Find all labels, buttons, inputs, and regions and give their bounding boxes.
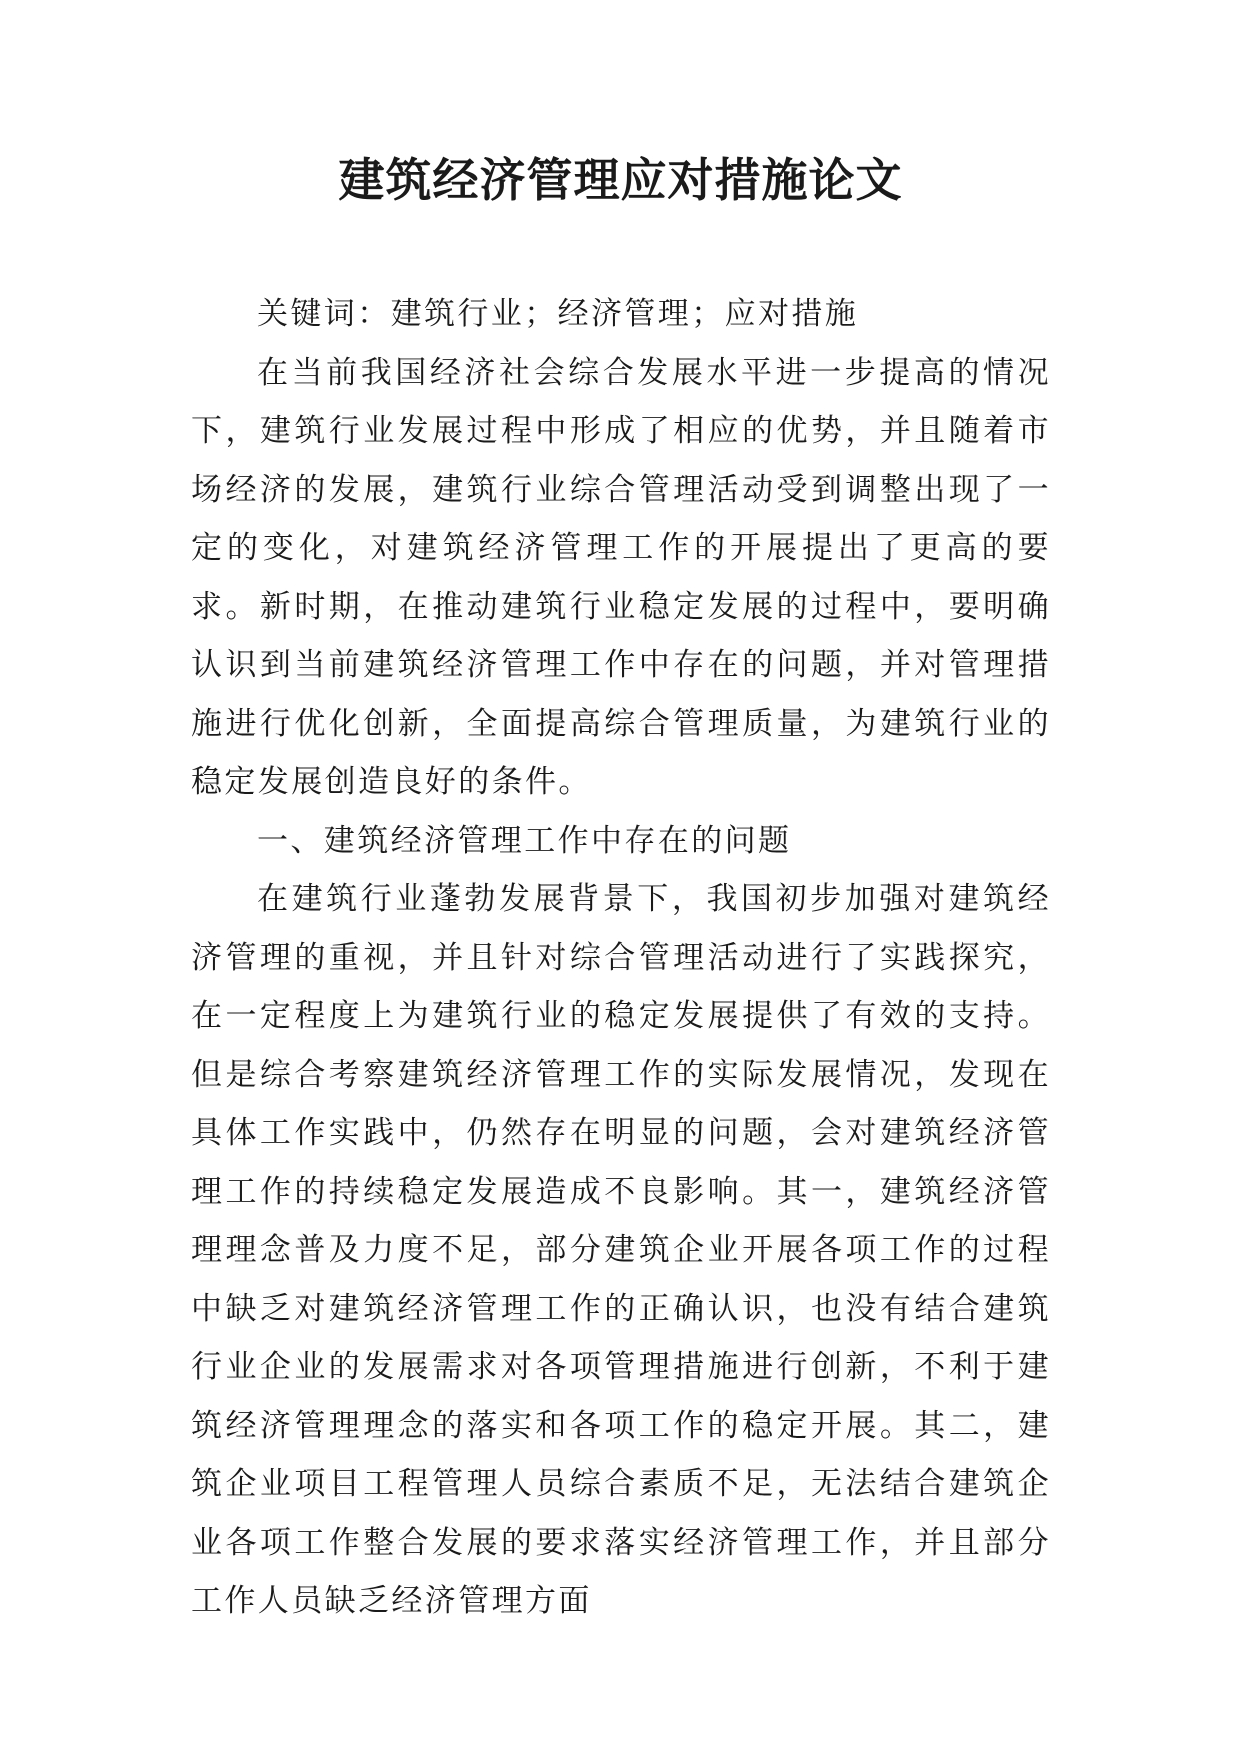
section-heading: 一、建筑经济管理工作中存在的问题 [257,822,792,859]
intro-paragraph: 在当前我国经济社会综合发展水平进一步提高的情况下，建筑行业发展过程中形成了相应的优势，并且随着市场经济的发展，建筑行业综合管理活动受到调整出现了一定的变化，对建筑经济管理工作的开展提出了更高的要求。新时期，在推动建筑行业稳定发展的过程中，要明确认识到当前建筑经济管理工作中存在的问题，并对管理措施进行优化创新，全面提高综合管理质量，为建筑行业的稳定发展创造良好的条件。 [191,354,1051,800]
body-paragraph: 在建筑行业蓬勃发展背景下，我国初步加强对建筑经济管理的重视，并且针对综合管理活动进行了实践探究，在一定程度上为建筑行业的稳定发展提供了有效的支持。但是综合考察建筑经济管理工作的实际发展情况，发现在具体工作实践中，仍然存在明显的问题，会对建筑经济管理工作的持续稳定发展造成不良影响。其一，建筑经济管理理念普及力度不足，部分建筑企业开展各项工作的过程中缺乏对建筑经济管理工作的正确认识，也没有结合建筑行业企业的发展需求对各项管理措施进行创新，不利于建筑经济管理理念的落实和各项工作的稳定开展。其二，建筑企业项目工程管理人员综合素质不足，无法结合建筑企业各项工作整合发展的要求落实经济管理工作，并且部分工作人员缺乏经济管理方面 [191,881,1051,1619]
document-body [191,285,1051,1631]
keywords-line: 关键词：建筑行业；经济管理；应对措施 [257,296,859,332]
document-title: 建筑经济管理应对措施论文 [338,153,903,207]
